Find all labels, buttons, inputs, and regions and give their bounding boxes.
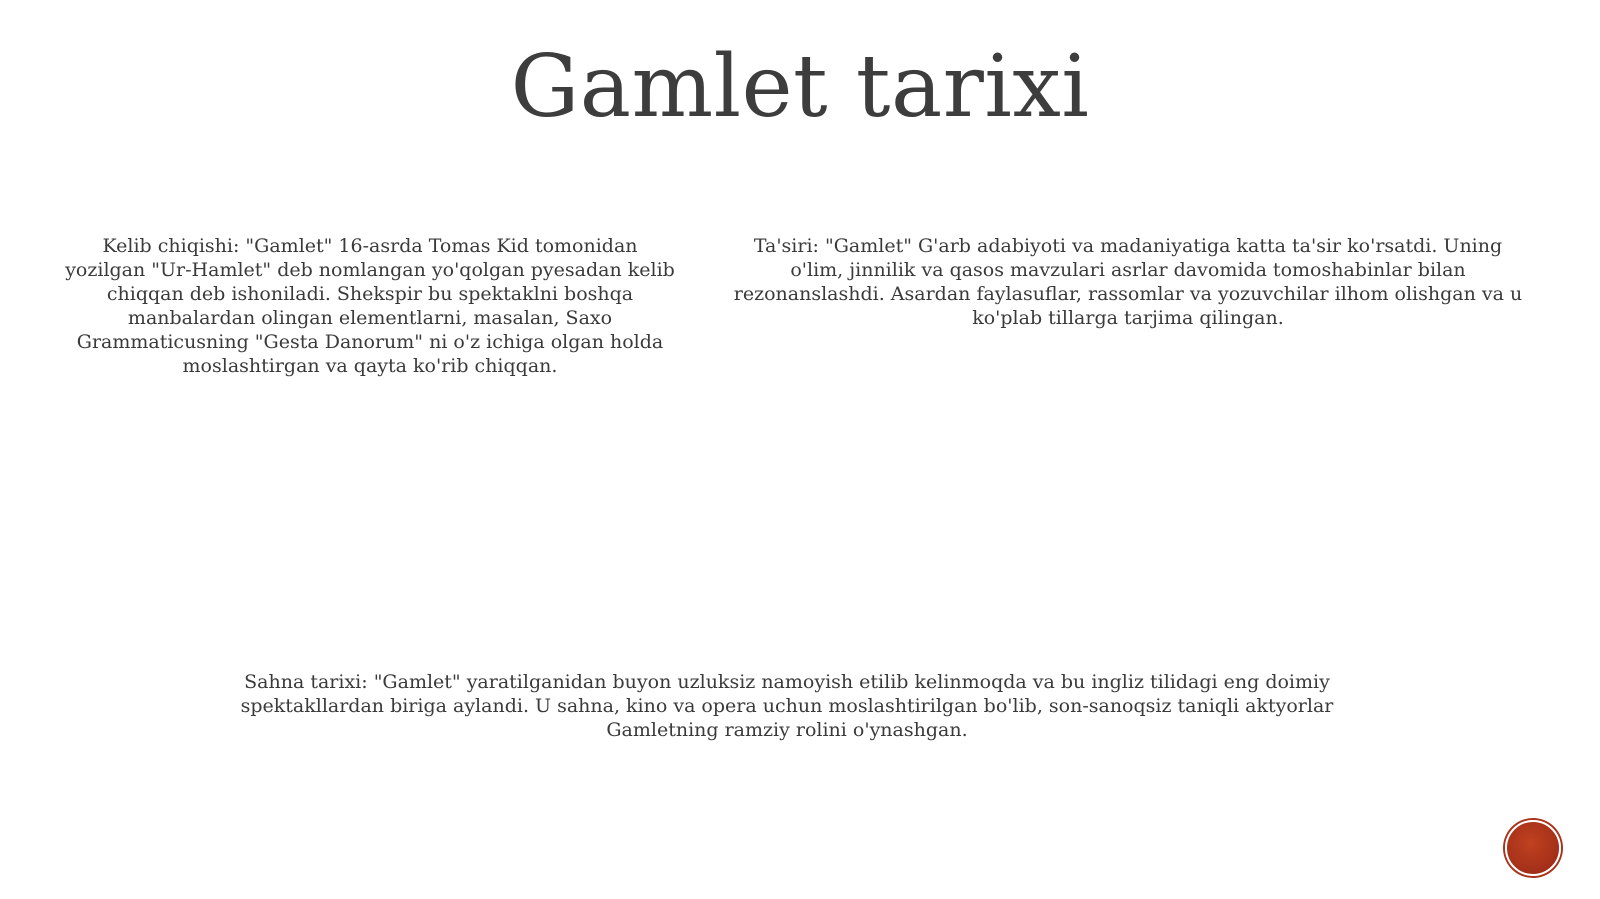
stage-history-paragraph: Sahna tarixi: "Gamlet" yaratilganidan buyon uzluksiz namoyish etilib kelinmoqda va bu ingliz tilidagi eng doimiy spektakllardan biriga aylandi. U sahna, kino va opera uchun moslashtirilgan bo'lib, son-sanoqsiz taniqli aktyorlar Gamletning ramziy rolini o'ynashgan.: [240, 671, 1334, 741]
circle-nav-icon[interactable]: [1505, 820, 1561, 876]
influence-paragraph: Ta'siri: "Gamlet" G'arb adabiyoti va madaniyatiga katta ta'sir ko'rsatdi. Uning o'lim, jinnilik va qasos mavzulari asrlar davomida tomoshabinlar bilan rezonanslashdi. Asardan faylasuflar, rassomlar va yozuvchilar ilhom olishgan va u ko'plab tillarga tarjima qilingan.: [733, 235, 1523, 329]
origin-paragraph: Kelib chiqishi: "Gamlet" 16-asrda Tomas Kid tomonidan yozilgan "Ur-Hamlet" deb nomlangan yo'qolgan pyesadan kelib chiqqan deb ishoniladi. Shekspir bu spektaklni boshqa manbalardan olingan elementlarni, masalan, Saxo Grammaticusning "Gesta Danorum" ni o'z ichiga olgan holda moslashtirgan va qayta ko'rib chiqqan.: [65, 235, 675, 377]
slide-title: Gamlet tarixi: [510, 37, 1090, 137]
